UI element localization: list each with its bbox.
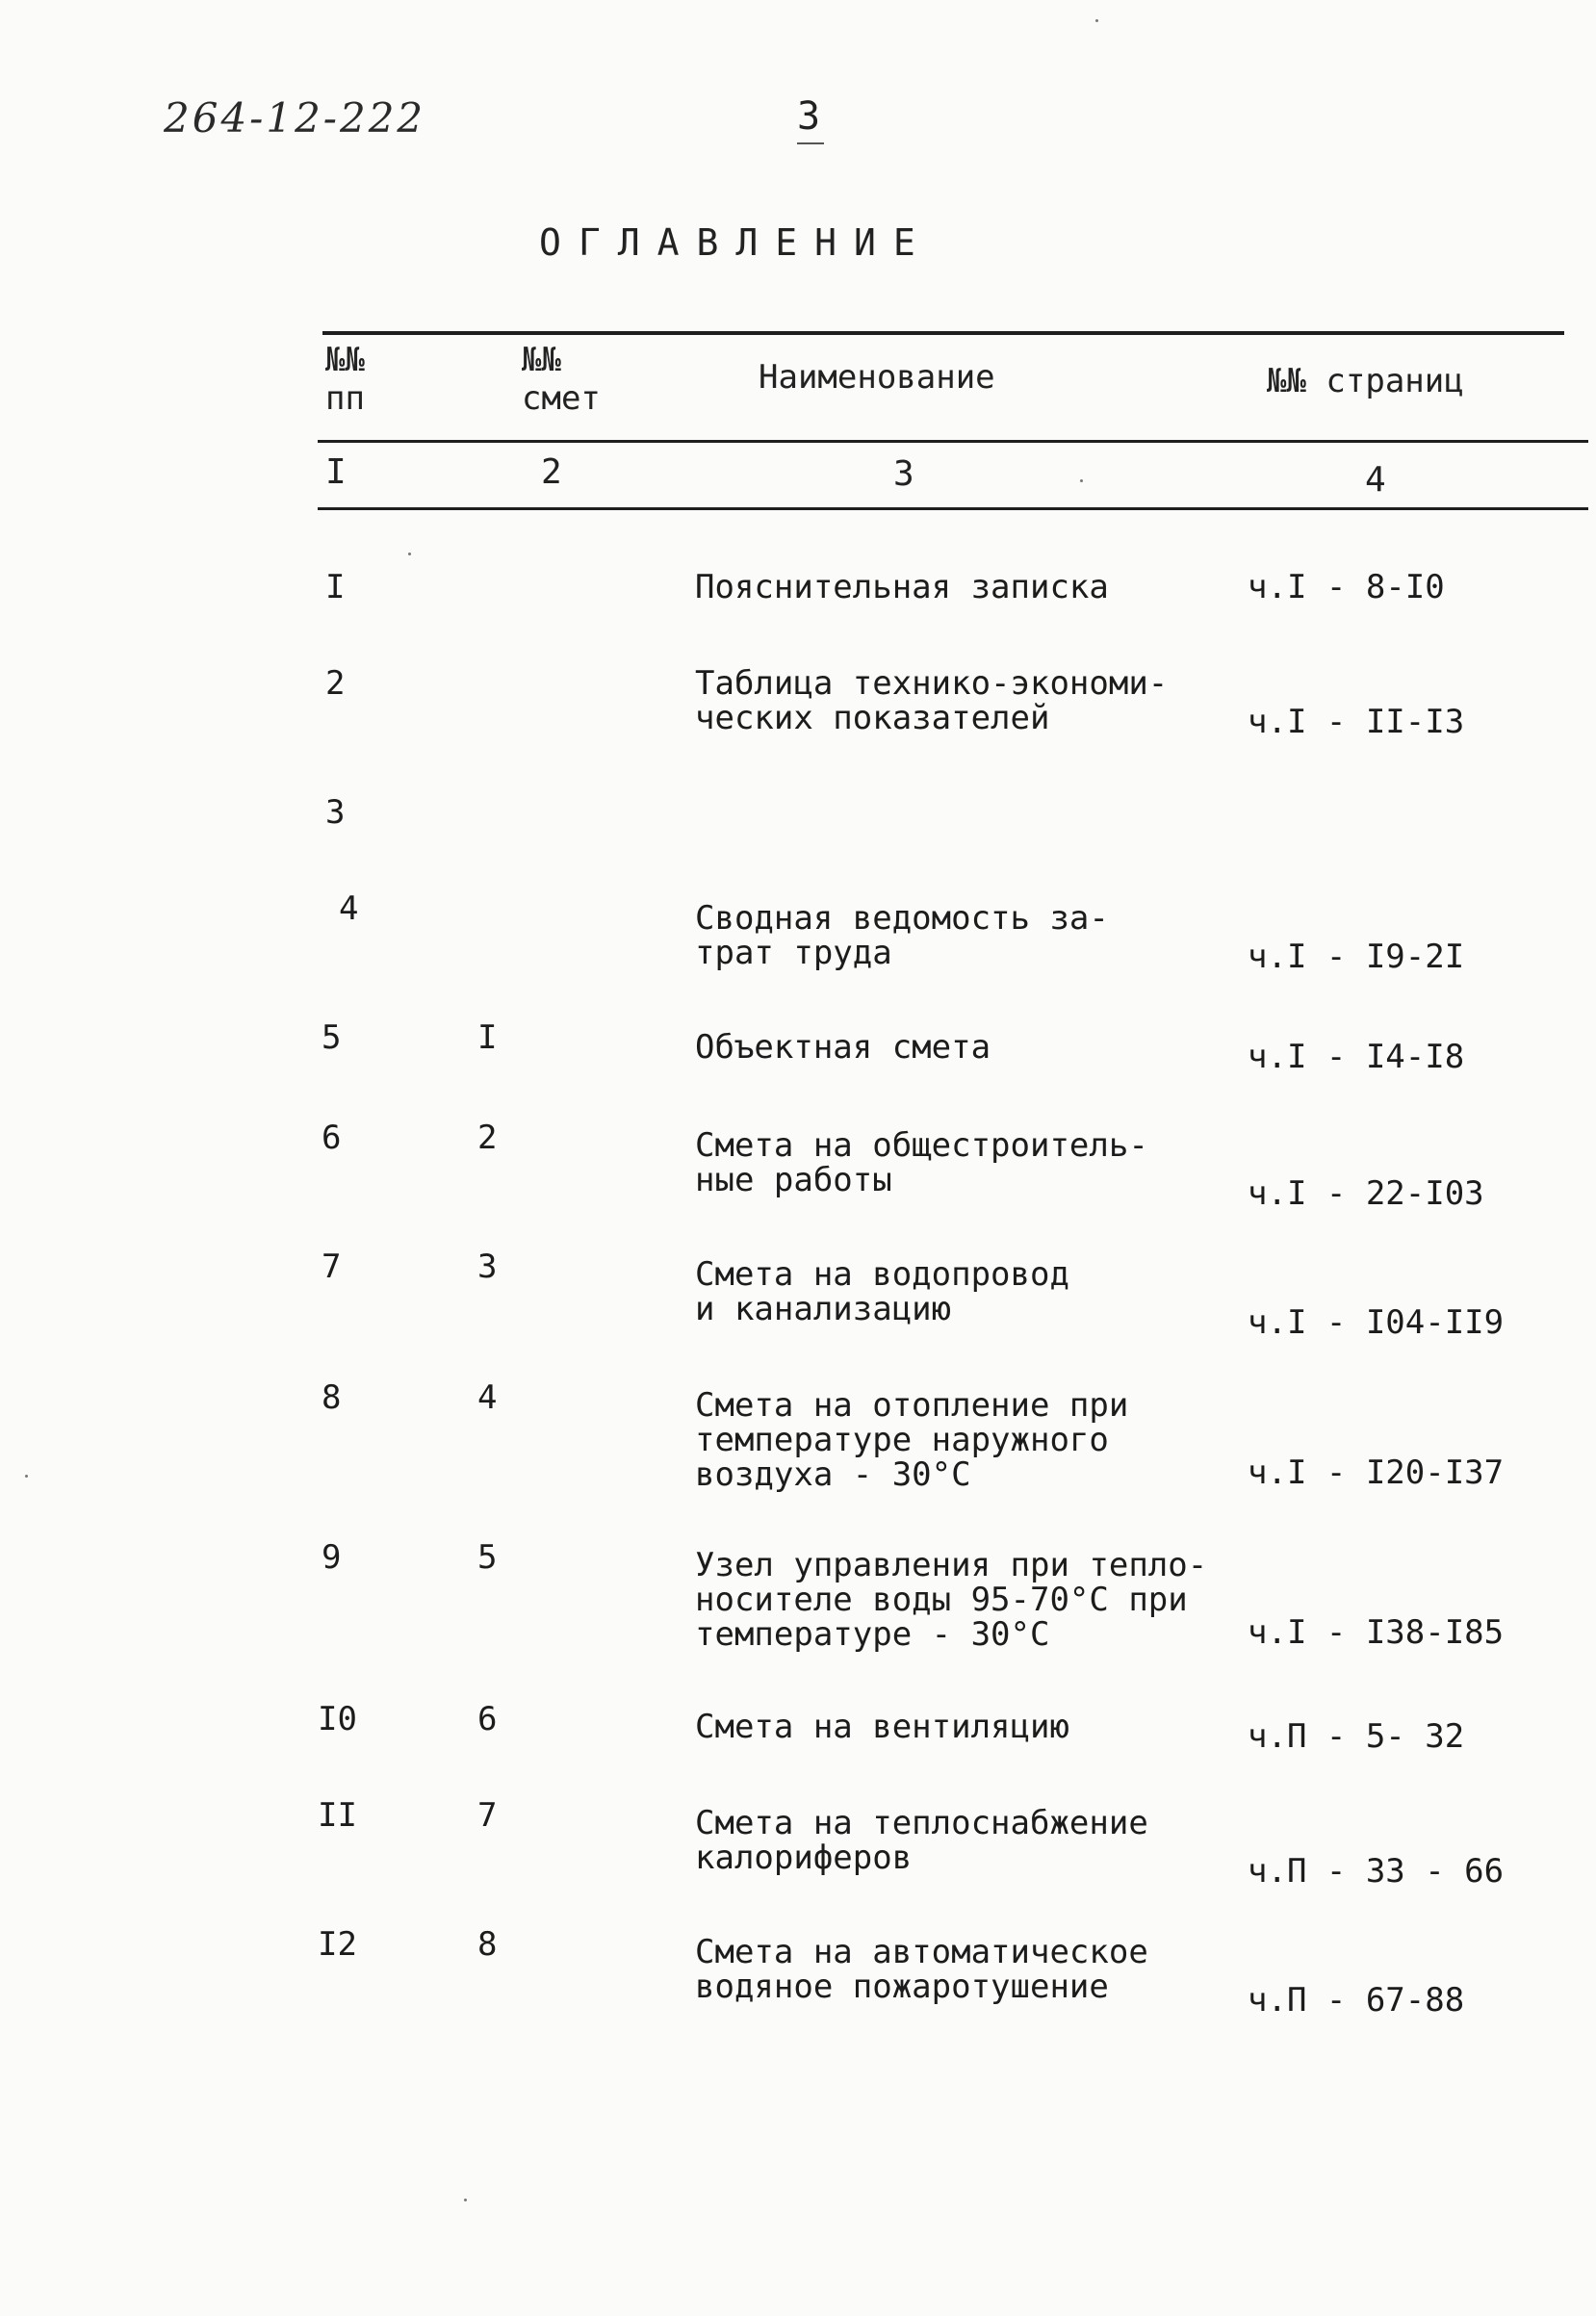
- item-name: Узел управления при тепло- носителе воды 95-70°С при температуре - 30°С: [695, 1546, 1208, 1654]
- row-number: 9: [322, 1538, 342, 1577]
- item-name: Сводная ведомость за- трат труда: [695, 899, 1109, 972]
- item-name: Смета на теплоснабжение калориферов: [695, 1804, 1148, 1877]
- header-pages: №№ страниц: [1267, 362, 1464, 400]
- scan-speck: [1095, 19, 1098, 22]
- header-bottom-rule: [318, 440, 1588, 443]
- header-estimate-number: [522, 341, 601, 418]
- page-range: ч.I - I9-2I: [1248, 938, 1465, 976]
- column-number-4: 4: [1365, 460, 1386, 500]
- item-name: Таблица технико-экономи- ческих показателей: [695, 664, 1169, 737]
- column-number-2: 2: [541, 452, 562, 492]
- estimate-number: 2: [477, 1119, 498, 1157]
- row-number: 6: [322, 1119, 342, 1157]
- item-name: Объектная смета: [695, 1028, 991, 1067]
- page-range: ч.I - 8-I0: [1248, 568, 1445, 606]
- scan-speck: [1080, 479, 1083, 482]
- estimate-number: 6: [477, 1700, 498, 1738]
- page-range: ч.П - 5- 32: [1248, 1717, 1465, 1756]
- page-range: ч.I - I4-I8: [1248, 1038, 1465, 1076]
- item-name: Пояснительная записка: [695, 568, 1109, 606]
- header-row-number: [325, 341, 365, 418]
- row-number: II: [318, 1796, 357, 1835]
- table-top-rule: [322, 331, 1564, 335]
- estimate-number: 3: [477, 1248, 498, 1286]
- header-row-number-mark: №№: [325, 341, 365, 379]
- estimate-number: 8: [477, 1925, 498, 1964]
- row-number: 7: [322, 1248, 342, 1286]
- document-number: 264-12-222: [164, 94, 426, 142]
- page-range: ч.I - I04-II9: [1248, 1303, 1505, 1342]
- header-row-number-label: пп: [325, 379, 365, 418]
- row-number: I2: [318, 1925, 357, 1964]
- item-name: Смета на общестроитель- ные работы: [695, 1126, 1148, 1199]
- estimate-number: 4: [477, 1378, 498, 1417]
- scan-speck: [464, 2199, 467, 2201]
- row-number: 4: [339, 889, 359, 928]
- row-number: 8: [322, 1378, 342, 1417]
- item-name: Смета на автоматическое водяное пожаротушение: [695, 1933, 1148, 2006]
- page-title: ОГЛАВЛЕНИЕ: [539, 221, 933, 264]
- header-estimate-mark: №№: [522, 341, 561, 379]
- page-range: ч.I - 22-I03: [1248, 1174, 1484, 1213]
- item-name: Смета на водопровод и канализацию: [695, 1255, 1069, 1328]
- item-name: Смета на вентиляцию: [695, 1708, 1069, 1746]
- column-number-rule: [318, 507, 1588, 510]
- estimate-number: I: [477, 1018, 498, 1057]
- header-name: Наименование: [759, 358, 995, 397]
- column-number-3: 3: [893, 454, 914, 494]
- page-range: ч.П - 33 - 66: [1248, 1852, 1505, 1891]
- header-estimate-label: смет: [522, 379, 601, 418]
- estimate-number: 7: [477, 1796, 498, 1835]
- scan-speck: [25, 1475, 28, 1478]
- page-range: ч.I - I20-I37: [1248, 1454, 1505, 1492]
- row-number: 2: [325, 664, 346, 703]
- row-number: I: [325, 568, 346, 606]
- page-number: 3: [797, 94, 821, 139]
- row-number: 5: [322, 1018, 342, 1057]
- estimate-number: 5: [477, 1538, 498, 1577]
- page-range: ч.П - 67-88: [1248, 1981, 1465, 2020]
- column-number-1: I: [325, 452, 347, 492]
- page-range: ч.I - II-I3: [1248, 703, 1465, 741]
- scan-speck: [408, 553, 411, 555]
- row-number: 3: [325, 793, 346, 832]
- item-name: Смета на отопление при температуре наружного воздуха - 30°С: [695, 1386, 1129, 1494]
- row-number: I0: [318, 1700, 357, 1738]
- page-range: ч.I - I38-I85: [1248, 1613, 1505, 1652]
